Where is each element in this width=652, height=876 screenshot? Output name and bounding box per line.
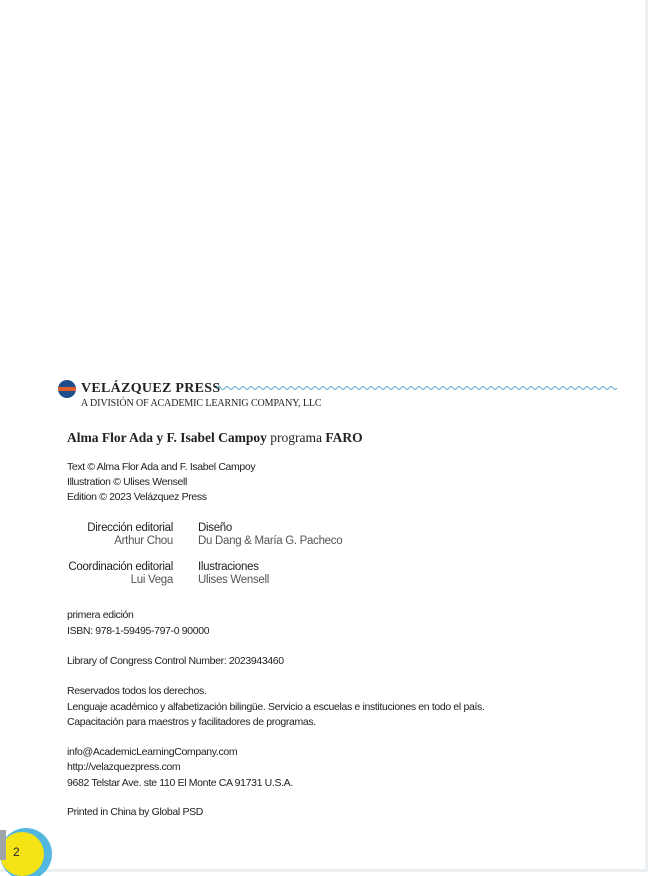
website-line: http://velazquezpress.com xyxy=(67,761,181,773)
lccn-line: Library of Congress Control Number: 2023943460 xyxy=(67,655,284,667)
publisher-division: A DIVISIÓN OF ACADEMIC LEARNIG COMPANY, LLC xyxy=(81,398,322,409)
editorial-direction-label: Dirección editorial xyxy=(87,522,173,534)
editorial-coordination-name: Lui Vega xyxy=(130,574,173,586)
services-line: Lenguaje académico y alfabetización bilingüe. Servicio a escuelas e instituciones en todo el país. xyxy=(67,701,485,713)
illustrations-label: Ilustraciones xyxy=(198,561,259,573)
design-label: Diseño xyxy=(198,522,232,534)
edition-line: primera edición xyxy=(67,609,134,621)
program-word: programa xyxy=(266,430,326,445)
editorial-direction-name: Arthur Chou xyxy=(114,535,173,547)
page-number: 2 xyxy=(13,845,20,859)
printed-line: Printed in China by Global PSD xyxy=(67,806,203,818)
copyright-illustration-line: Illustration © Ulises Wensell xyxy=(67,476,187,488)
publisher-logo-icon xyxy=(58,380,76,398)
publisher-name: VELÁZQUEZ PRESS xyxy=(81,381,221,396)
copyright-text-line: Text © Alma Flor Ada and F. Isabel Campoy xyxy=(67,461,256,473)
illustrations-name: Ulises Wensell xyxy=(198,574,269,586)
email-line: info@AcademicLearningCompany.com xyxy=(67,746,238,758)
page-corner-decoration xyxy=(0,826,52,876)
program-authors: Alma Flor Ada y F. Isabel Campoy xyxy=(67,430,267,445)
program-title xyxy=(67,430,363,446)
address-line: 9682 Telstar Ave. ste 110 El Monte CA 91731 U.S.A. xyxy=(67,777,293,789)
copyright-edition-line: Edition © 2023 Velázquez Press xyxy=(67,491,207,503)
isbn-line: ISBN: 978-1-59495-797-0 90000 xyxy=(67,625,210,637)
program-name: FARO xyxy=(325,430,363,445)
training-line: Capacitación para maestros y facilitadores de programas. xyxy=(67,716,316,728)
publisher-logo-row xyxy=(58,380,622,400)
wave-divider xyxy=(217,383,621,393)
rights-reserved-line: Reservados todos los derechos. xyxy=(67,685,207,697)
editorial-coordination-label: Coordinación editorial xyxy=(68,561,173,573)
design-name: Du Dang & María G. Pacheco xyxy=(198,535,343,547)
